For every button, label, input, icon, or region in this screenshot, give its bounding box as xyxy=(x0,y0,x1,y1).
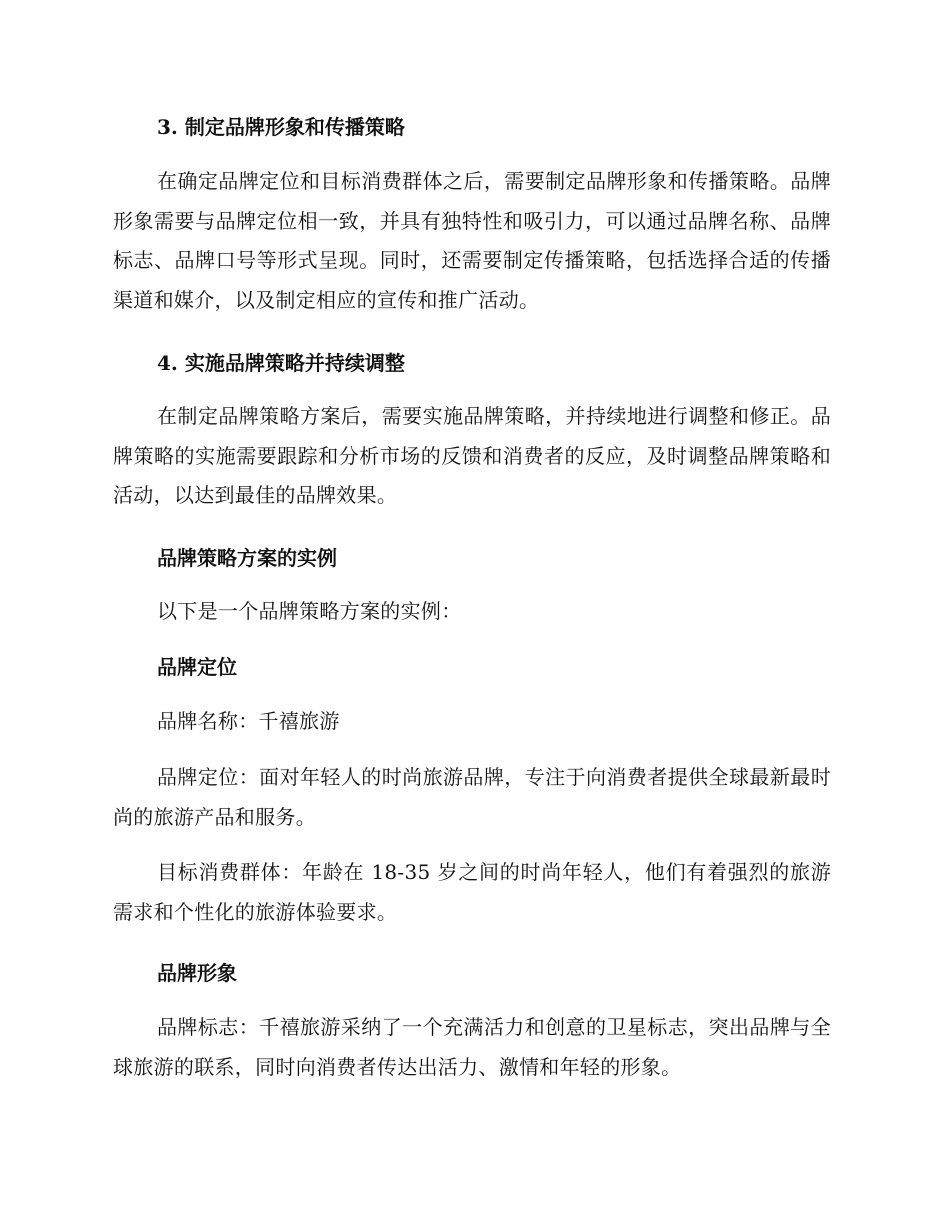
example-heading: 品牌策略方案的实例 xyxy=(157,546,337,570)
section-3-heading: 3. 制定品牌形象和传播策略 xyxy=(157,115,405,139)
brand-positioning-paragraph: 品牌定位：面对年轻人的时尚旅游品牌，专注于向消费者提供全球最新最时尚的旅游产品和服务。 xyxy=(113,765,831,829)
section-4-heading: 4. 实施品牌策略并持续调整 xyxy=(157,351,405,375)
image-heading: 品牌形象 xyxy=(157,961,237,985)
brand-logo-paragraph: 品牌标志：千禧旅游采纳了一个充满活力和创意的卫星标志，突出品牌与全球旅游的联系，同时向消费者传达出活力、激情和年轻的形象。 xyxy=(113,1015,831,1079)
brand-name-line: 品牌名称：千禧旅游 xyxy=(157,709,340,733)
target-group-paragraph: 目标消费群体：年龄在 18-35 岁之间的时尚年轻人，他们有着强烈的旅游需求和个性化的旅游体验要求。 xyxy=(113,860,831,924)
example-intro: 以下是一个品牌策略方案的实例： xyxy=(157,599,462,623)
section-4-paragraph: 在制定品牌策略方案后，需要实施品牌策略，并持续地进行调整和修正。品牌策略的实施需要跟踪和分析市场的反馈和消费者的反应，及时调整品牌策略和活动，以达到最佳的品牌效果。 xyxy=(113,404,831,507)
positioning-heading: 品牌定位 xyxy=(157,655,237,679)
section-3-paragraph: 在确定品牌定位和目标消费群体之后，需要制定品牌形象和传播策略。品牌形象需要与品牌定位相一致，并具有独特性和吸引力，可以通过品牌名称、品牌标志、品牌口号等形式呈现。同时，还需要制定传播策略，包括选择合适的传播渠道和媒介，以及制定相应的宣传和推广活动。 xyxy=(113,169,831,312)
